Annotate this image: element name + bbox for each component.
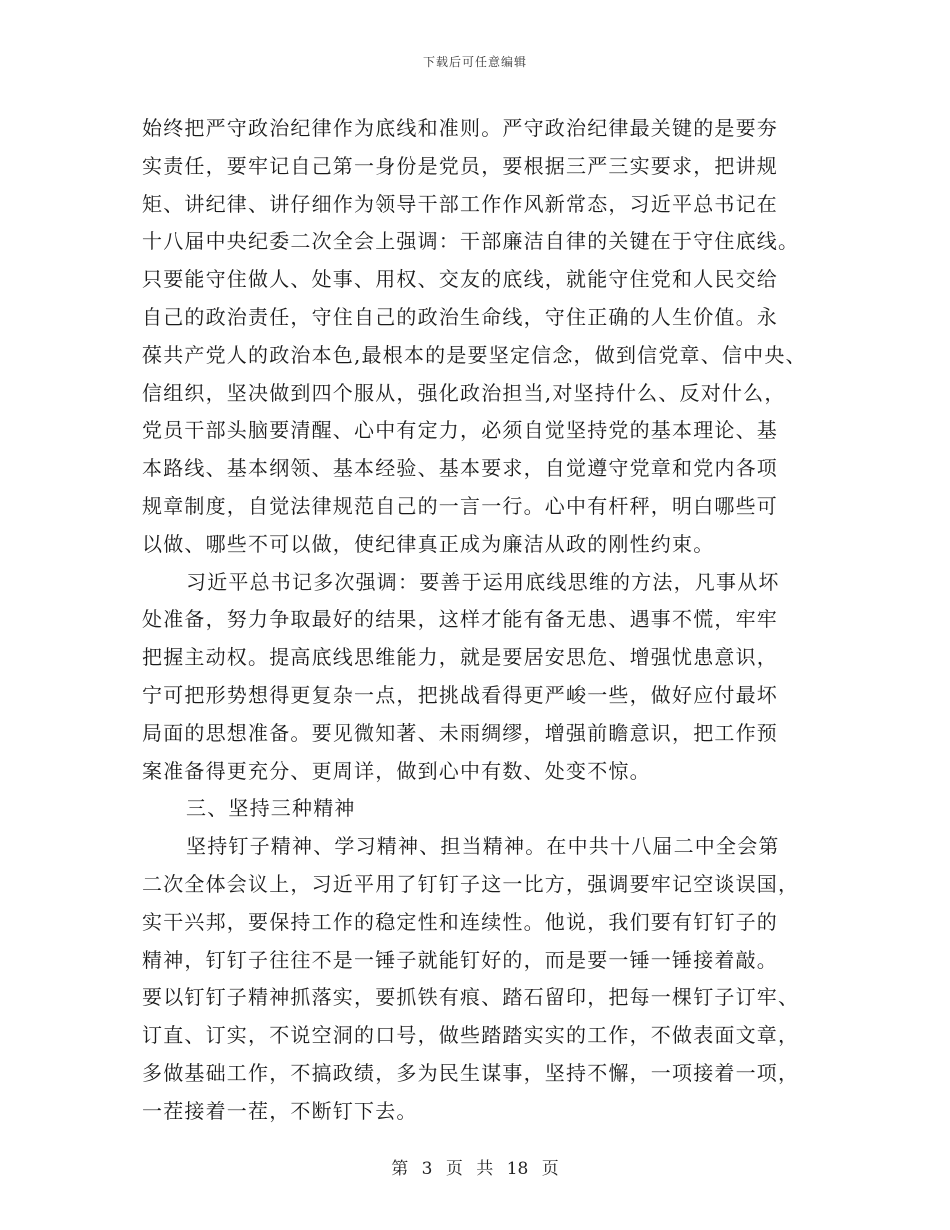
text-line: 规章制度，自觉法律规范自己的一言一行。心中有杆秤，明白哪些可 bbox=[142, 493, 778, 518]
page-header-note: 下载后可任意编辑 bbox=[422, 55, 527, 69]
text-line: 精神，钉钉子往往不是一锤子就能钉好的，而是要一锤一锤接着敲。 bbox=[142, 947, 778, 972]
text-line: 宁可把形势想得更复杂一点，把挑战看得更严峻一些，做好应付最坏 bbox=[142, 682, 778, 707]
text-line: 葆共产党人的政治本色,最根本的是要坚定信念，做到信党章、信中央、 bbox=[142, 342, 807, 367]
text-line: 一茬接着一茬，不断钉下去。 bbox=[142, 1098, 418, 1123]
text-line: 习近平总书记多次强调：要善于运用底线思维的方法，凡事从坏 bbox=[186, 569, 780, 594]
page-footer-number: 第 3 页 共 18 页 bbox=[391, 1159, 559, 1179]
text-line: 订直、订实，不说空洞的口号，做些踏踏实实的工作，不做表面文章， bbox=[142, 1023, 800, 1048]
text-line: 把握主动权。提高底线思维能力，就是要居安思危、增强忧患意识， bbox=[142, 645, 778, 670]
text-line: 局面的思想准备。要见微知著、未雨绸缪，增强前瞻意识，把工作预 bbox=[142, 720, 778, 745]
text-line: 以做、哪些不可以做，使纪律真正成为廉洁从政的刚性约束。 bbox=[142, 531, 715, 556]
text-line: 坚持钉子精神、学习精神、担当精神。在中共十八届二中全会第 bbox=[186, 834, 780, 859]
text-line: 始终把严守政治纪律作为底线和准则。严守政治纪律最关键的是要夯 bbox=[142, 116, 778, 140]
text-line: 处准备，努力争取最好的结果，这样才能有备无患、遇事不慌，牢牢 bbox=[142, 607, 778, 632]
text-line: 实责任，要牢记自己第一身份是党员，要根据三严三实要求，把讲规 bbox=[142, 153, 778, 178]
text-line: 自己的政治责任，守住自己的政治生命线，守住正确的人生价值。永 bbox=[142, 304, 778, 329]
text-line: 只要能守住做人、处事、用权、交友的底线，就能守住党和人民交给 bbox=[142, 267, 778, 292]
text-line: 二次全体会议上，习近平用了钉钉子这一比方，强调要牢记空谈误国， bbox=[142, 871, 800, 896]
text-line: 三、坚持三种精神 bbox=[186, 796, 356, 821]
text-line: 实干兴邦，要保持工作的稳定性和连续性。他说，我们要有钉钉子的 bbox=[142, 909, 778, 934]
text-line: 多做基础工作，不搞政绩，多为民生谋事，坚持不懈，一项接着一项， bbox=[142, 1060, 800, 1085]
text-line: 案准备得更充分、更周详，做到心中有数、处变不惊。 bbox=[142, 758, 651, 783]
text-line: 要以钉钉子精神抓落实，要抓铁有痕、踏石留印，把每一棵钉子订牢、 bbox=[142, 985, 800, 1010]
text-line: 党员干部头脑要清醒、心中有定力，必须自觉坚持党的基本理论、基 bbox=[142, 418, 778, 443]
text-line: 本路线、基本纲领、基本经验、基本要求，自觉遵守党章和党内各项 bbox=[142, 456, 778, 481]
body-text bbox=[142, 110, 832, 1131]
text-line: 矩、讲纪律、讲仔细作为领导干部工作作风新常态，习近平总书记在 bbox=[142, 191, 778, 216]
text-line: 十八届中央纪委二次全会上强调：干部廉洁自律的关键在于守住底线。 bbox=[142, 229, 800, 254]
text-line: 信组织，坚决做到四个服从，强化政治担当,对坚持什么、反对什么， bbox=[142, 380, 786, 405]
